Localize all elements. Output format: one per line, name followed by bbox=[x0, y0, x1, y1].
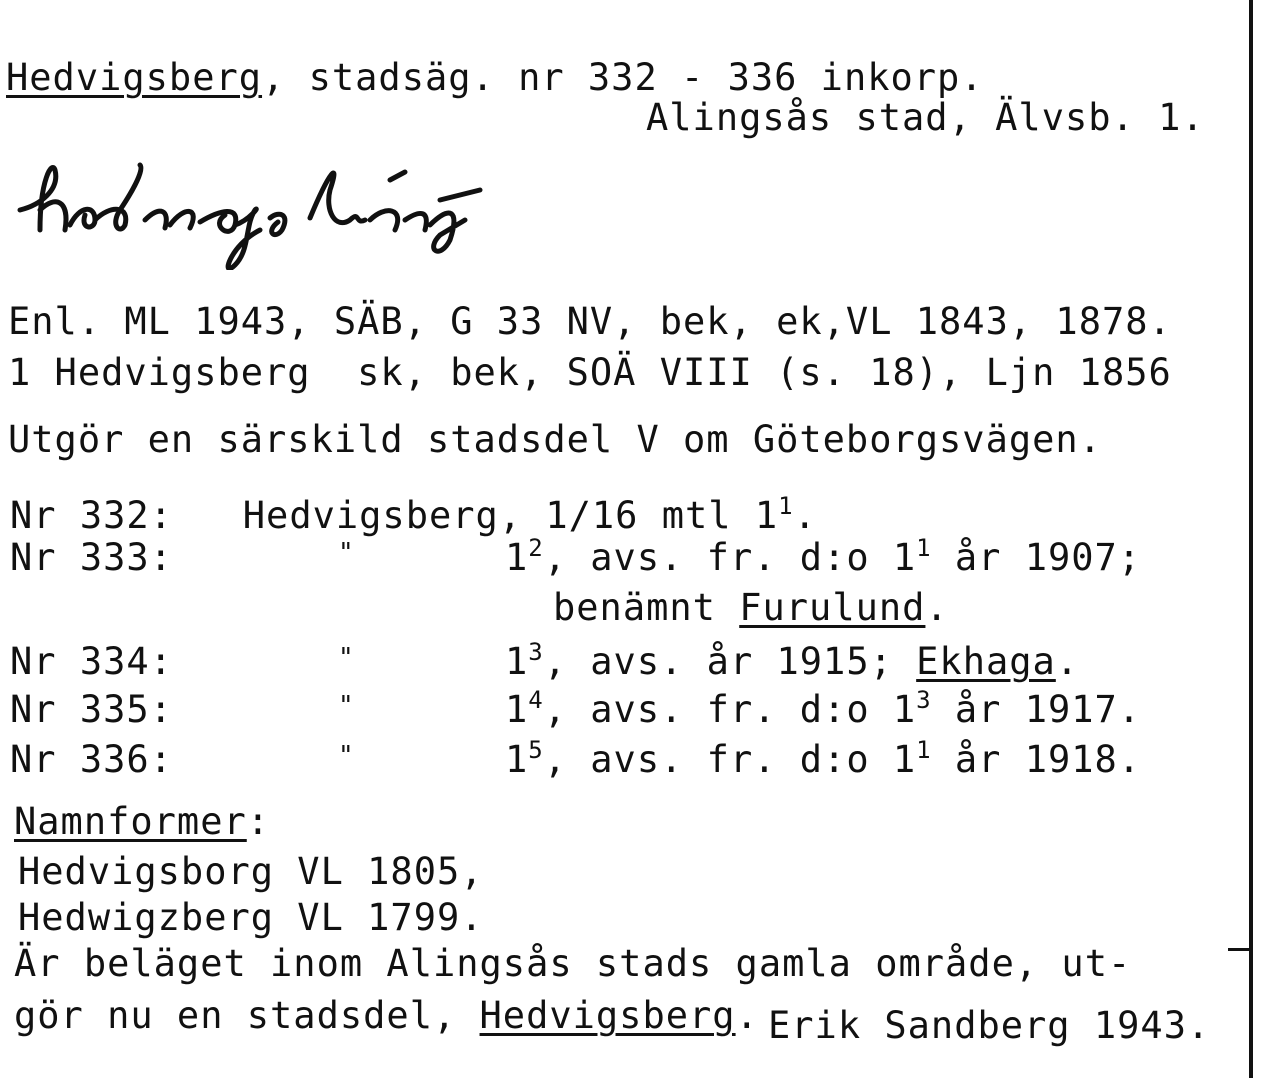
header-rest: , stadsäg. nr 332 - 336 inkorp. bbox=[262, 56, 984, 99]
sources-line-2: 1 Hedvigsberg sk, bek, SOÄ VIII (s. 18), Ljn 1856 bbox=[8, 351, 1172, 394]
parcel-334: Nr 334: bbox=[10, 640, 173, 683]
ditto-mark: " bbox=[338, 691, 355, 721]
parcel-335: Nr 335: bbox=[10, 688, 173, 731]
note-line-2: gör nu en stadsdel, Hedvigsberg. bbox=[14, 994, 759, 1037]
signature: Erik Sandberg 1943. bbox=[768, 1004, 1211, 1047]
card-edge bbox=[1249, 0, 1253, 1078]
name-form-item: Hedvigsborg VL 1805, bbox=[18, 850, 484, 893]
header-line bbox=[6, 58, 984, 98]
description-line: Utgör en särskild stadsdel V om Göteborgsvägen. bbox=[8, 418, 1102, 461]
parcel-333-detail: $1^2$, avs. fr. d:o $1^1$ år 1907; bbox=[505, 534, 1142, 579]
ditto-mark: " bbox=[338, 741, 355, 771]
sources-line-1: Enl. ML 1943, SÄB, G 33 NV, bek, ek,VL 1843, 1878. bbox=[8, 300, 1172, 343]
margin-tick bbox=[1228, 948, 1250, 951]
handwritten-name-text: hædvegsbæj bbox=[10, 150, 17, 151]
name-forms-heading: Namnformer: bbox=[14, 800, 271, 843]
note-line-1: Är beläget inom Alingsås stads gamla område, ut- bbox=[14, 942, 1132, 985]
parcel-336: Nr 336: bbox=[10, 738, 173, 781]
parcel-333: Nr 333: bbox=[10, 536, 173, 579]
location-line: Alingsås stad, Älvsb. 1. bbox=[646, 96, 1205, 139]
parcel-332: Nr 332: Hedvigsberg, 1/16 mtl $1^1$. bbox=[10, 492, 817, 537]
parcel-335-detail: $1^4$, avs. fr. d:o $1^3$ år 1917. bbox=[505, 686, 1142, 731]
name-form-item: Hedwigzberg VL 1799. bbox=[18, 896, 484, 939]
parcel-333-name: benämnt Furulund. bbox=[553, 586, 949, 629]
handwritten-name bbox=[10, 150, 570, 270]
parcel-334-detail: $1^3$, avs. år 1915; Ekhaga. bbox=[505, 638, 1080, 683]
ditto-mark: " bbox=[338, 538, 355, 568]
place-name: Hedvigsberg bbox=[6, 56, 263, 99]
parcel-336-detail: $1^5$, avs. fr. d:o $1^1$ år 1918. bbox=[505, 736, 1142, 781]
ditto-mark: " bbox=[338, 643, 355, 673]
